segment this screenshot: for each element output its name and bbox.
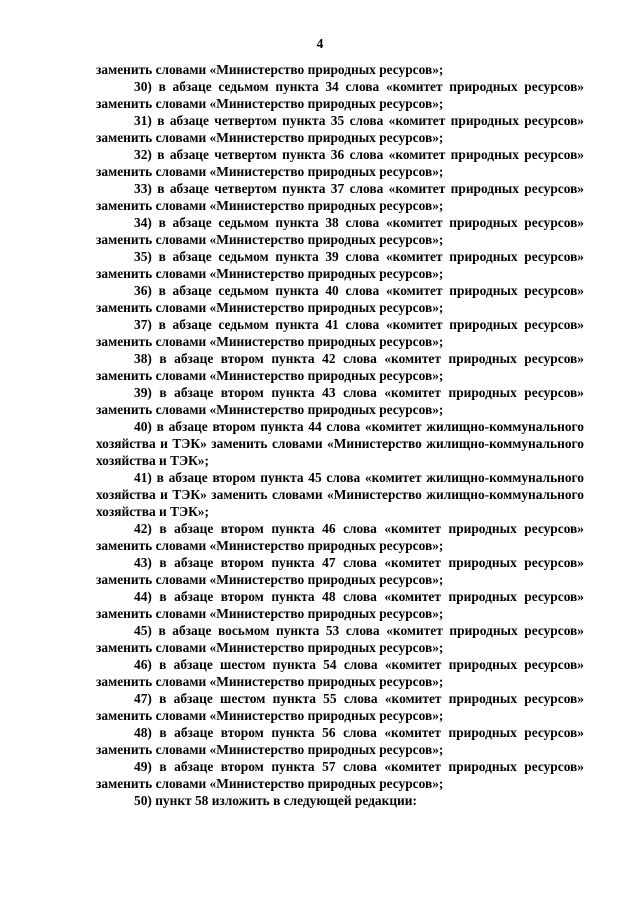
paragraph: 40) в абзаце втором пункта 44 слова «комитет жилищно-коммунального хозяйства и ТЭК» заменить словами «Министерство жилищно-коммунального хозяйства и ТЭК»; (96, 419, 584, 468)
paragraph: 35) в абзаце седьмом пункта 39 слова «комитет природных ресурсов» заменить словами «Министерство природных ресурсов»; (96, 249, 584, 281)
paragraph: 30) в абзаце седьмом пункта 34 слова «комитет природных ресурсов» заменить словами «Министерство природных ресурсов»; (96, 79, 584, 111)
paragraph: 31) в абзаце четвертом пункта 35 слова «комитет природных ресурсов» заменить словами «Министерство природных ресурсов»; (96, 113, 584, 145)
paragraph: 46) в абзаце шестом пункта 54 слова «комитет природных ресурсов» заменить словами «Министерство природных ресурсов»; (96, 657, 584, 689)
paragraph: 50) пункт 58 изложить в следующей редакции: (134, 793, 417, 808)
paragraph: 49) в абзаце втором пункта 57 слова «комитет природных ресурсов» заменить словами «Министерство природных ресурсов»; (96, 759, 584, 791)
paragraph: 44) в абзаце втором пункта 48 слова «комитет природных ресурсов» заменить словами «Министерство природных ресурсов»; (96, 589, 584, 621)
paragraph: 42) в абзаце втором пункта 46 слова «комитет природных ресурсов» заменить словами «Министерство природных ресурсов»; (96, 521, 584, 553)
paragraph: 34) в абзаце седьмом пункта 38 слова «комитет природных ресурсов» заменить словами «Министерство природных ресурсов»; (96, 215, 584, 247)
paragraph: 48) в абзаце втором пункта 56 слова «комитет природных ресурсов» заменить словами «Министерство природных ресурсов»; (96, 725, 584, 757)
paragraph: 38) в абзаце втором пункта 42 слова «комитет природных ресурсов» заменить словами «Министерство природных ресурсов»; (96, 351, 584, 383)
page-number: 4 (316, 36, 324, 51)
paragraph: 41) в абзаце втором пункта 45 слова «комитет жилищно-коммунального хозяйства и ТЭК» заменить словами «Министерство жилищно-коммунального хозяйства и ТЭК»; (96, 470, 584, 519)
paragraph: заменить словами «Министерство природных ресурсов»; (96, 62, 444, 77)
document-body (96, 61, 584, 809)
paragraph: 43) в абзаце втором пункта 47 слова «комитет природных ресурсов» заменить словами «Министерство природных ресурсов»; (96, 555, 584, 587)
paragraph: 36) в абзаце седьмом пункта 40 слова «комитет природных ресурсов» заменить словами «Министерство природных ресурсов»; (96, 283, 584, 315)
paragraph: 45) в абзаце восьмом пункта 53 слова «комитет природных ресурсов» заменить словами «Министерство природных ресурсов»; (96, 623, 584, 655)
paragraph: 33) в абзаце четвертом пункта 37 слова «комитет природных ресурсов» заменить словами «Министерство природных ресурсов»; (96, 181, 584, 213)
paragraph: 39) в абзаце втором пункта 43 слова «комитет природных ресурсов» заменить словами «Министерство природных ресурсов»; (96, 385, 584, 417)
paragraph: 37) в абзаце седьмом пункта 41 слова «комитет природных ресурсов» заменить словами «Министерство природных ресурсов»; (96, 317, 584, 349)
paragraph: 47) в абзаце шестом пункта 55 слова «комитет природных ресурсов» заменить словами «Министерство природных ресурсов»; (96, 691, 584, 723)
paragraph: 32) в абзаце четвертом пункта 36 слова «комитет природных ресурсов» заменить словами «Министерство природных ресурсов»; (96, 147, 584, 179)
